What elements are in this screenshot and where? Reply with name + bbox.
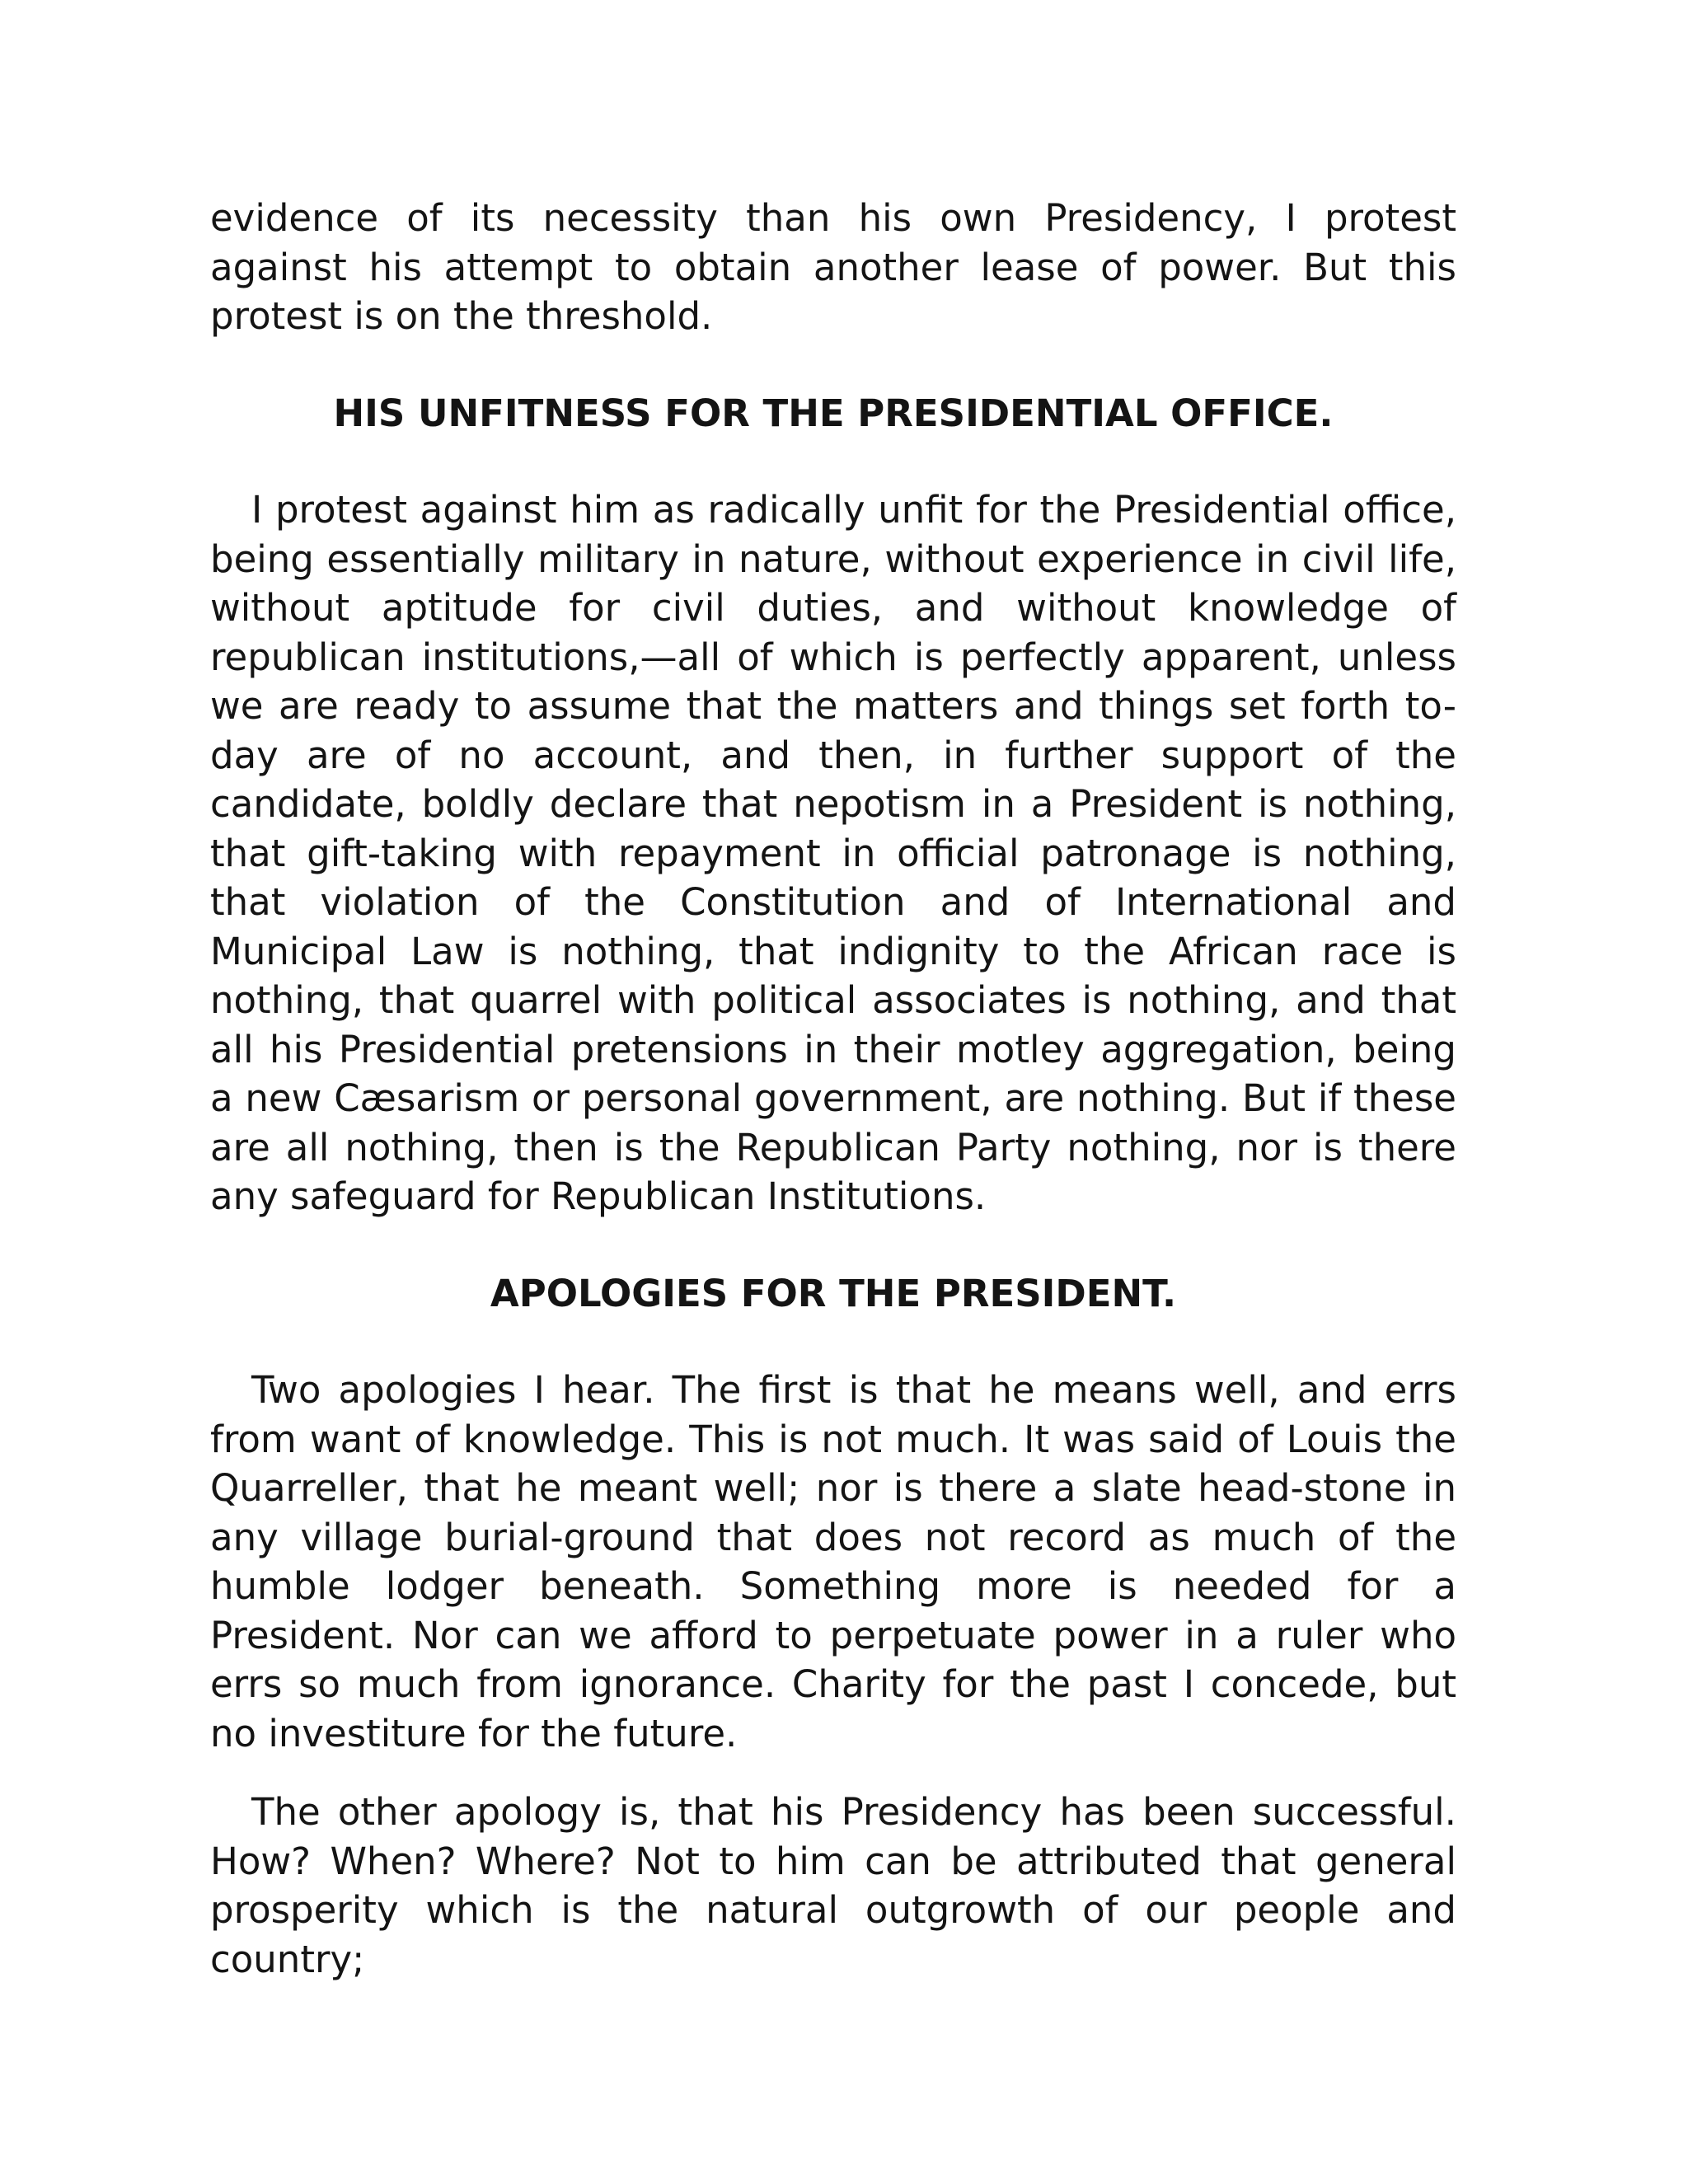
- section-heading-apologies: APOLOGIES FOR THE PRESIDENT.: [490, 1271, 1177, 1315]
- section-heading-unfitness: HIS UNFITNESS FOR THE PRESIDENTIAL OFFICE.: [333, 391, 1334, 435]
- paragraph-continuation: evidence of its necessity than his own Presidency, I protest against his attempt to obtain another lease of power. But this protest is on the threshold.: [210, 196, 1456, 338]
- paragraph-first-apology: Two apologies I hear. The first is that he means well, and errs from want of knowledge. This is not much. It was said of Louis the Quarreller, that he meant well; nor is there a slate head-stone in any village burial-ground that does not record as much of the humble lodger beneath. Something more is needed for a President. Nor can we afford to perpetuate power in a ruler who errs so much from ignorance. Charity for the past I concede, but no investiture for the future.: [210, 1368, 1456, 1755]
- document-page: [210, 194, 1456, 1984]
- paragraph-unfitness: I protest against him as radically unfit for the Presidential office, being essentially military in nature, without experience in civil life, without aptitude for civil duties, and without knowledge of republican institutions,—all of which is perfectly apparent, unless we are ready to assume that the matters and things set forth to-day are of no account, and then, in further support of the candidate, boldly declare that nepotism in a President is nothing, that gift-taking with repayment in official patronage is nothing, that violation of the Constitution and of International and Municipal Law is nothing, that indignity to the African race is nothing, that quarrel with political associates is nothing, and that all his Presidential pretensions in their motley aggregation, being a new Cæsarism or personal government, are nothing. But if these are all nothing, then is the Republican Party nothing, nor is there any safeguard for Republican Institutions.: [210, 488, 1456, 1218]
- paragraph-second-apology: The other apology is, that his Presidency has been successful. How? When? Where? Not to him can be attributed that general prosperity which is the natural outgrowth of our people and country;: [210, 1790, 1456, 1981]
